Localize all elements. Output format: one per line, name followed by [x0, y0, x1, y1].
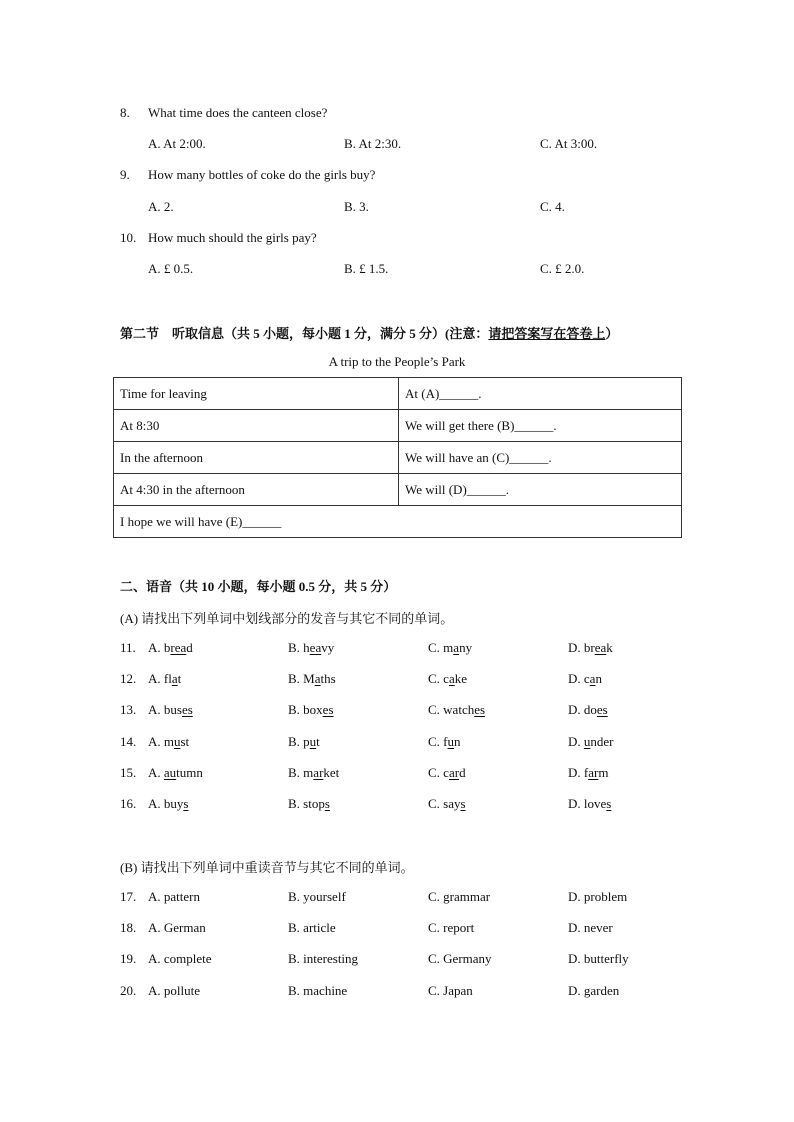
table-cell: At 8:30	[114, 410, 399, 442]
underlined-letters: u	[309, 733, 317, 749]
option	[148, 702, 193, 718]
section-2-title-end: ）	[605, 326, 619, 341]
table-row	[114, 442, 682, 474]
question-text: How much should the girls pay?	[148, 230, 317, 245]
question-number: 19.	[120, 951, 137, 967]
underlined-letters: es	[322, 702, 334, 718]
option	[148, 671, 181, 687]
option	[148, 765, 203, 781]
table-cell: At (A)______.	[399, 378, 682, 410]
option	[428, 671, 467, 687]
option-text: A. m	[148, 733, 174, 749]
option-text: C. watch	[428, 702, 475, 718]
underlined-letters: ea	[594, 640, 607, 655]
option-b: B. £ 1.5.	[344, 261, 389, 276]
table-cell: We will have an (C)______.	[399, 442, 682, 474]
option-text: ny	[459, 640, 473, 655]
option	[428, 765, 466, 781]
table-row	[114, 506, 682, 538]
section-2-title-main: 第二节 听取信息（共 5 小题，每小题 1 分，满分 5 分）(注意：	[120, 326, 489, 341]
option-text: st	[180, 733, 190, 749]
option-text: t	[316, 733, 320, 749]
option-a: A. At 2:00.	[148, 136, 206, 151]
option-text: A. buy	[148, 796, 184, 811]
underlined-letters: es	[474, 702, 486, 718]
option-text: C. m	[428, 640, 454, 655]
question-number: 18.	[120, 920, 137, 936]
underlined-letters: s	[183, 796, 189, 811]
option	[288, 671, 336, 687]
underlined-letters: a	[171, 671, 178, 687]
option	[568, 796, 611, 812]
underlined-letters: u	[583, 733, 591, 749]
option-text: D. f	[568, 764, 589, 780]
option-text: D. br	[568, 640, 595, 655]
option	[288, 640, 334, 656]
option	[428, 796, 466, 812]
option: B. yourself	[288, 889, 346, 904]
option	[428, 734, 461, 750]
option: D. never	[568, 920, 613, 936]
question-number: 12.	[120, 671, 137, 687]
option: B. machine	[288, 982, 348, 998]
option-a: A. 2.	[148, 199, 174, 214]
option	[568, 671, 602, 687]
underlined-letters: a	[453, 640, 460, 655]
question-number: 14.	[120, 733, 137, 749]
option-text: d	[459, 764, 466, 780]
option: B. interesting	[288, 951, 359, 967]
option-text: C. say	[428, 796, 461, 811]
underlined-letters: ea	[309, 640, 322, 655]
option: C. Japan	[428, 982, 473, 998]
question-number: 13.	[120, 702, 137, 718]
option-text: B. M	[288, 671, 315, 687]
option	[568, 702, 608, 718]
option-text: ths	[320, 671, 336, 687]
option-b: B. 3.	[344, 199, 369, 214]
option-a: A. £ 0.5.	[148, 261, 194, 276]
section-2-title-note: 请把答案写在答卷上	[488, 326, 606, 341]
table-cell: At 4:30 in the afternoon	[114, 474, 399, 506]
option: A. German	[148, 920, 206, 936]
table-row	[114, 474, 682, 506]
option: A. pollute	[148, 982, 200, 998]
underlined-letters: ar	[313, 764, 324, 780]
question-text: What time does the canteen close?	[148, 105, 328, 120]
option: A. complete	[148, 951, 212, 967]
underlined-letters: ar	[588, 764, 599, 780]
option	[428, 640, 472, 656]
table-row	[114, 378, 682, 410]
option-c: C. 4.	[540, 199, 565, 214]
option	[148, 734, 189, 750]
option	[428, 702, 485, 718]
part-b-instruction: (B) 请找出下列单词中重读音节与其它不同的单词。	[120, 860, 414, 875]
option-text: C. c	[428, 764, 449, 780]
option: C. Germany	[428, 951, 492, 967]
option: D. garden	[568, 982, 620, 998]
option-b: B. At 2:30.	[344, 136, 402, 151]
underlined-letters: a	[448, 671, 455, 687]
option: C. grammar	[428, 889, 491, 904]
question-number: 8.	[120, 105, 130, 120]
part-a-instruction: (A) 请找出下列单词中划线部分的发音与其它不同的单词。	[120, 611, 454, 626]
option-text: B. stop	[288, 796, 325, 811]
table-cell: Time for leaving	[114, 378, 399, 410]
section-2-title	[120, 323, 618, 342]
option-text: m	[598, 764, 609, 780]
option-text: t	[177, 671, 182, 687]
table-row	[114, 410, 682, 442]
table-cell: We will get there (B)______.	[399, 410, 682, 442]
underlined-letters: s	[606, 796, 612, 811]
question-number: 20.	[120, 982, 137, 998]
underlined-letters: s	[460, 796, 466, 811]
option-text: A. b	[148, 640, 171, 655]
option-text: n	[595, 671, 602, 687]
underlined-letters: es	[181, 702, 193, 718]
option-text: tumn	[176, 764, 203, 780]
underlined-letters: s	[324, 796, 330, 811]
option-text: D. do	[568, 702, 597, 718]
option: C. report	[428, 920, 475, 936]
underlined-letters: a	[589, 671, 596, 687]
option: D. problem	[568, 889, 628, 904]
option-text: A. bus	[148, 702, 182, 718]
option-text: B. m	[288, 764, 314, 780]
option-text: B. box	[288, 702, 323, 718]
underlined-letters: u	[447, 733, 454, 749]
question-text: How many bottles of coke do the girls buy?	[148, 167, 376, 182]
option-text: n	[454, 733, 461, 749]
option-text: vy	[321, 640, 335, 655]
table-cell: I hope we will have (E)______	[114, 506, 682, 538]
option-text: A.	[148, 764, 164, 780]
option-text: C. f	[428, 733, 448, 749]
question-number: 11.	[120, 640, 136, 655]
option	[568, 640, 613, 656]
table-title: A trip to the People’s Park	[328, 354, 466, 369]
option-text: ket	[323, 764, 340, 780]
option: A. pattern	[148, 889, 200, 904]
option-text: D. c	[568, 671, 590, 687]
option-text: d	[186, 640, 193, 655]
underlined-letters: a	[314, 671, 321, 687]
option-text: A. fl	[148, 671, 172, 687]
option	[288, 702, 334, 718]
option-text: B. p	[288, 733, 310, 749]
underlined-letters: rea	[170, 640, 187, 655]
question-number: 10.	[120, 230, 137, 245]
option: B. article	[288, 920, 336, 936]
phonetics-title: 二、语音（共 10 小题，每小题 0.5 分，共 5 分）	[120, 579, 397, 594]
option	[288, 765, 339, 781]
option-text: D.	[568, 733, 584, 749]
underlined-letters: ar	[448, 764, 460, 780]
option	[568, 734, 614, 750]
option	[288, 734, 320, 750]
question-number: 15.	[120, 764, 137, 780]
underlined-letters: u	[174, 733, 181, 749]
underlined-letters: au	[163, 764, 177, 780]
option-text: B. h	[288, 640, 310, 655]
option-c: C. At 3:00.	[540, 136, 598, 151]
option	[288, 796, 330, 812]
underlined-letters: es	[596, 702, 608, 718]
question-number: 16.	[120, 796, 137, 811]
question-number: 9.	[120, 167, 130, 182]
info-table	[113, 377, 682, 538]
option-text: ke	[454, 671, 468, 687]
table-cell: In the afternoon	[114, 442, 399, 474]
option	[148, 640, 193, 656]
option	[148, 796, 188, 812]
option	[568, 765, 608, 781]
option: D. butterfly	[568, 951, 629, 967]
option-text: nder	[590, 733, 614, 749]
option-text: C. c	[428, 671, 449, 687]
option-text: D. love	[568, 796, 607, 811]
table-cell: We will (D)______.	[399, 474, 682, 506]
option-text: k	[606, 640, 613, 655]
option-c: C. £ 2.0.	[540, 261, 585, 276]
question-number: 17.	[120, 889, 137, 904]
